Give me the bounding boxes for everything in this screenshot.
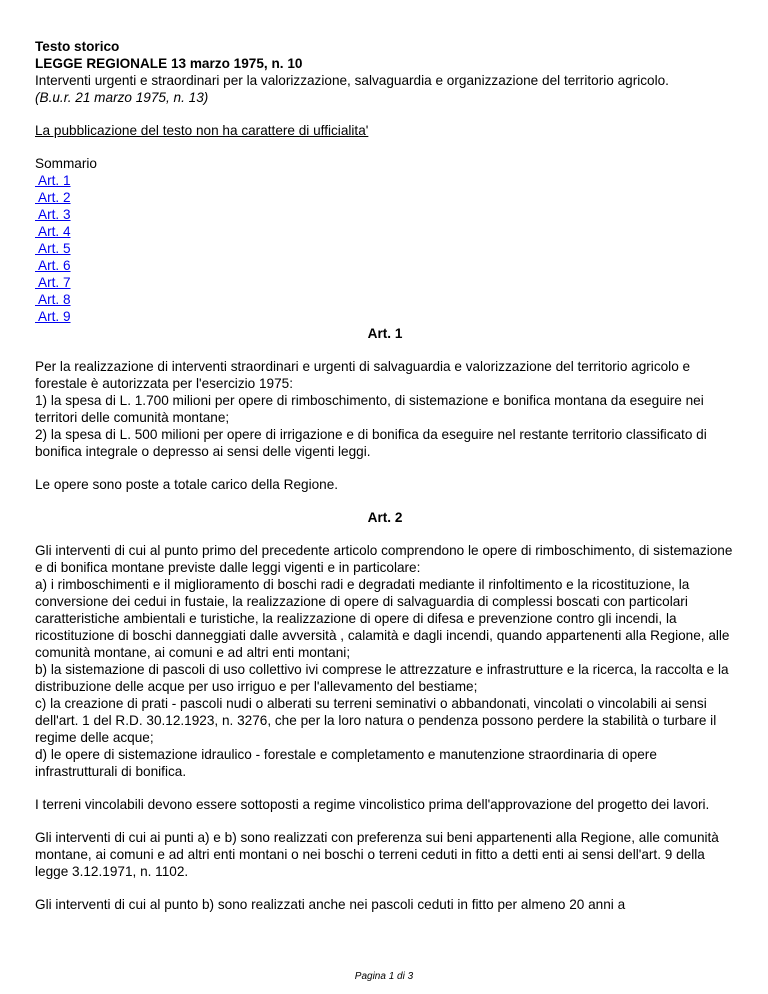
toc-link-art-5[interactable]: Art. 5 <box>35 241 71 256</box>
article-paragraph: Gli interventi di cui al punto b) sono realizzati anche nei pascoli ceduti in fitto per almeno 20 anni a <box>35 897 626 912</box>
article-paragraph: I terreni vincolabili devono essere sottoposti a regime vincolistico prima dell'approvazione del progetto dei lavori. <box>35 797 710 812</box>
article-heading: Art. 1 <box>367 326 403 341</box>
toc-link-art-4[interactable]: Art. 4 <box>35 224 71 239</box>
article-item: 1) la spesa di L. 1.700 milioni per opere di rimboschimento, di sistemazione e bonifica montana da eseguire nei territori delle comunità montane; <box>35 393 704 425</box>
toc-link-art-2[interactable]: Art. 2 <box>35 190 71 205</box>
article-1 <box>35 325 735 493</box>
article-paragraph: Le opere sono poste a totale carico della Regione. <box>35 477 339 492</box>
toc-link-art-7[interactable]: Art. 7 <box>35 275 71 290</box>
official-notice: La pubblicazione del testo non ha carattere di ufficialita' <box>35 123 369 138</box>
law-title: LEGGE REGIONALE 13 marzo 1975, n. 10 <box>35 56 303 71</box>
article-item: b) la sistemazione di pascoli di uso collettivo ivi comprese le attrezzature e infrastrutture e la ricerca, la raccolta e la distribuzione delle acque per uso irriguo e per l'allevamento del bestiame; <box>35 662 729 694</box>
toc-title: Sommario <box>35 156 97 171</box>
article-item: c) la creazione di prati - pascoli nudi o alberati su terreni seminativi o abbandonati, vincolati o vincolabili ai sensi dell'art. 1 del R.D. 30.12.1923, n. 3276, che per la loro natura o pendenza possono perdere la stabilità o turbare il regime delle acque; <box>35 696 717 745</box>
toc-link-art-8[interactable]: Art. 8 <box>35 292 71 307</box>
page-footer: Pagina 1 di 3 <box>354 971 414 982</box>
toc-link-art-9[interactable]: Art. 9 <box>35 309 71 324</box>
toc-link-art-3[interactable]: Art. 3 <box>35 207 71 222</box>
law-subject: Interventi urgenti e straordinari per la valorizzazione, salvaguardia e organizzazione del territorio agricolo. <box>35 73 669 88</box>
article-paragraph: Per la realizzazione di interventi straordinari e urgenti di salvaguardia e valorizzazione del territorio agricolo e forestale è autorizzata per l'esercizio 1975: <box>35 359 691 391</box>
article-item: d) le opere di sistemazione idraulico - forestale e completamento e manutenzione straordinaria di opere infrastrutturali di bonifica. <box>35 747 657 779</box>
doc-kind: Testo storico <box>35 39 120 54</box>
toc-link-art-6[interactable]: Art. 6 <box>35 258 71 273</box>
bur-reference: (B.u.r. 21 marzo 1975, n. 13) <box>35 90 209 105</box>
article-paragraph: Gli interventi di cui ai punti a) e b) sono realizzati con preferenza sui beni appartenenti alla Regione, alle comunità montane, ai comuni e ad altri enti montani o nei boschi o terreni ceduti in fitto a detti enti ai sensi dell'art. 9 della legge 3.12.1971, n. 1102. <box>35 830 719 879</box>
article-heading: Art. 2 <box>367 510 403 525</box>
article-2 <box>35 509 735 913</box>
article-paragraph: Gli interventi di cui al punto primo del precedente articolo comprendono le opere di rimboschimento, di sistemazione e di bonifica montane previste dalle leggi vigenti e in particolare: <box>35 543 733 575</box>
article-item: 2) la spesa di L. 500 milioni per opere di irrigazione e di bonifica da eseguire nel restante territorio classificato di bonifica integrale o depresso ai sensi delle vigenti leggi. <box>35 427 707 459</box>
table-of-contents <box>35 155 735 325</box>
toc-link-art-1[interactable]: Art. 1 <box>35 173 71 188</box>
document-body <box>35 38 735 913</box>
article-item: a) i rimboschimenti e il miglioramento di boschi radi e degradati mediante il rinfoltimento e la ricostituzione, la conversione dei cedui in fustaie, la realizzazione di opere di salvaguardia di complessi boscati con particolari caratteristiche ambientali e turistiche, la realizzazione di opere di difesa e prevenzione contro gli incendi, la ricostituzione di boschi danneggiati dalle avversità , calamità e dagli incendi, quando appartenenti alla Regione, alle comunità montane, ai comuni e ad altri enti montani; <box>35 577 730 660</box>
